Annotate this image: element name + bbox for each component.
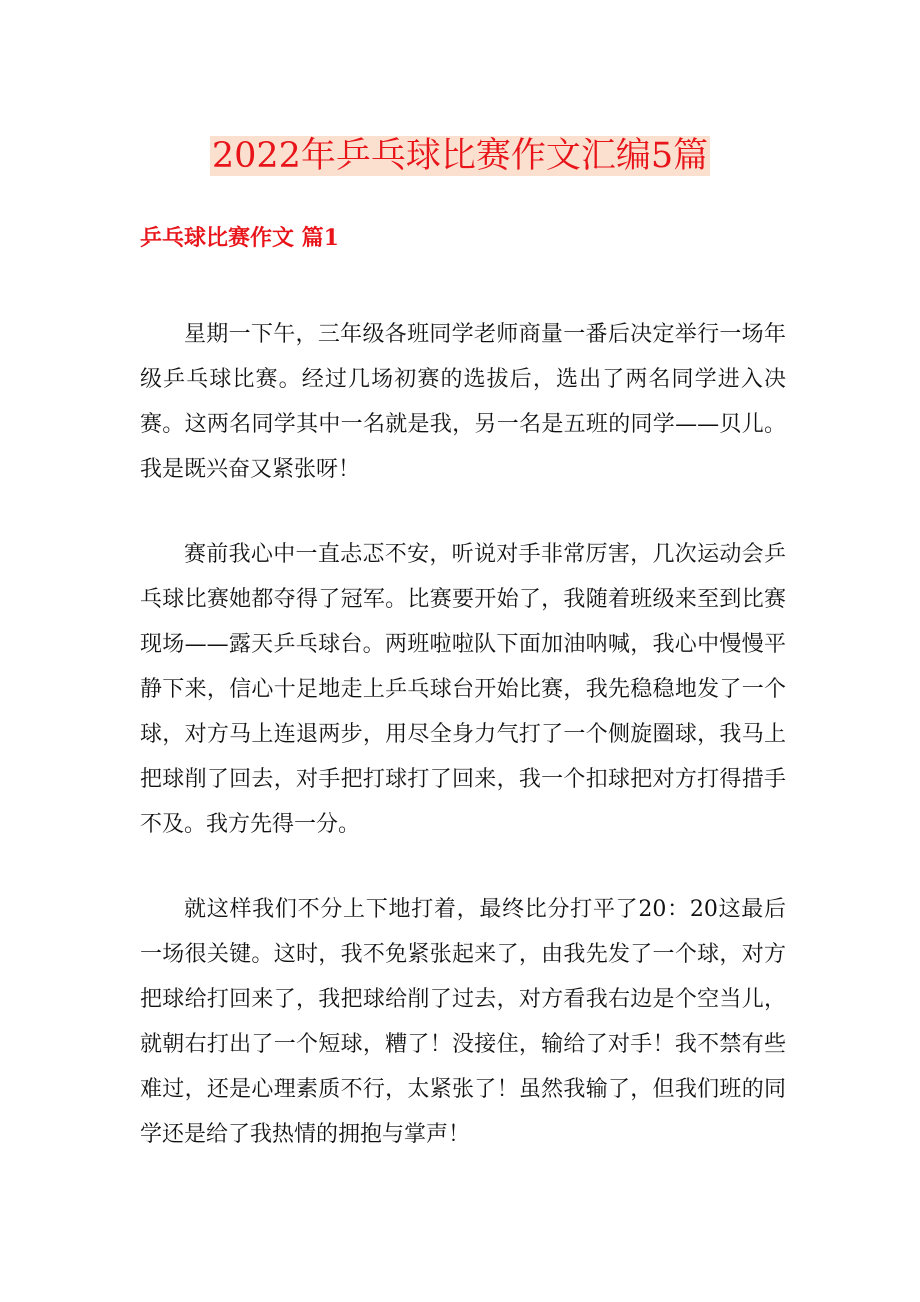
paragraph-2: 赛前我心中一直忐忑不安，听说对手非常厉害，几次运动会乒乓球比赛她都夺得了冠军。比赛要开始了，我随着班级来至到比赛现场——露天乒乓球台。两班啦啦队下面加油呐喊，我心中慢慢平静下来，信心十足地走上乒乓球台开始比赛，我先稳稳地发了一个球，对方马上连退两步，用尽全身力气打了一个侧旋圈球，我马上把球削了回去，对手把打球打了回来，我一个扣球把对方打得措手不及。我方先得一分。 <box>140 542 786 837</box>
section-heading: 乒乓球比赛作文 篇1 <box>140 225 339 251</box>
document-title-text: 2022年乒乓球比赛作文汇编5篇 <box>211 136 709 176</box>
article-body <box>140 312 786 1197</box>
document-title <box>0 128 920 184</box>
paragraph-1: 星期一下午，三年级各班同学老师商量一番后决定举行一场年级乒乓球比赛。经过几场初赛的选拔后，选出了两名同学进入决赛。这两名同学其中一名就是我，另一名是五班的同学——贝儿。我是既兴奋又紧张呀！ <box>140 322 786 482</box>
paragraph-3: 就这样我们不分上下地打着，最终比分打平了20：20这最后一场很关键。这时，我不免紧张起来了，由我先发了一个球，对方把球给打回来了，我把球给削了过去，对方看我右边是个空当儿，就朝右打出了一个短球，糟了！没接住，输给了对手！我不禁有些难过，还是心理素质不行，太紧张了！虽然我输了，但我们班的同学还是给了我热情的拥抱与掌声！ <box>140 897 786 1147</box>
